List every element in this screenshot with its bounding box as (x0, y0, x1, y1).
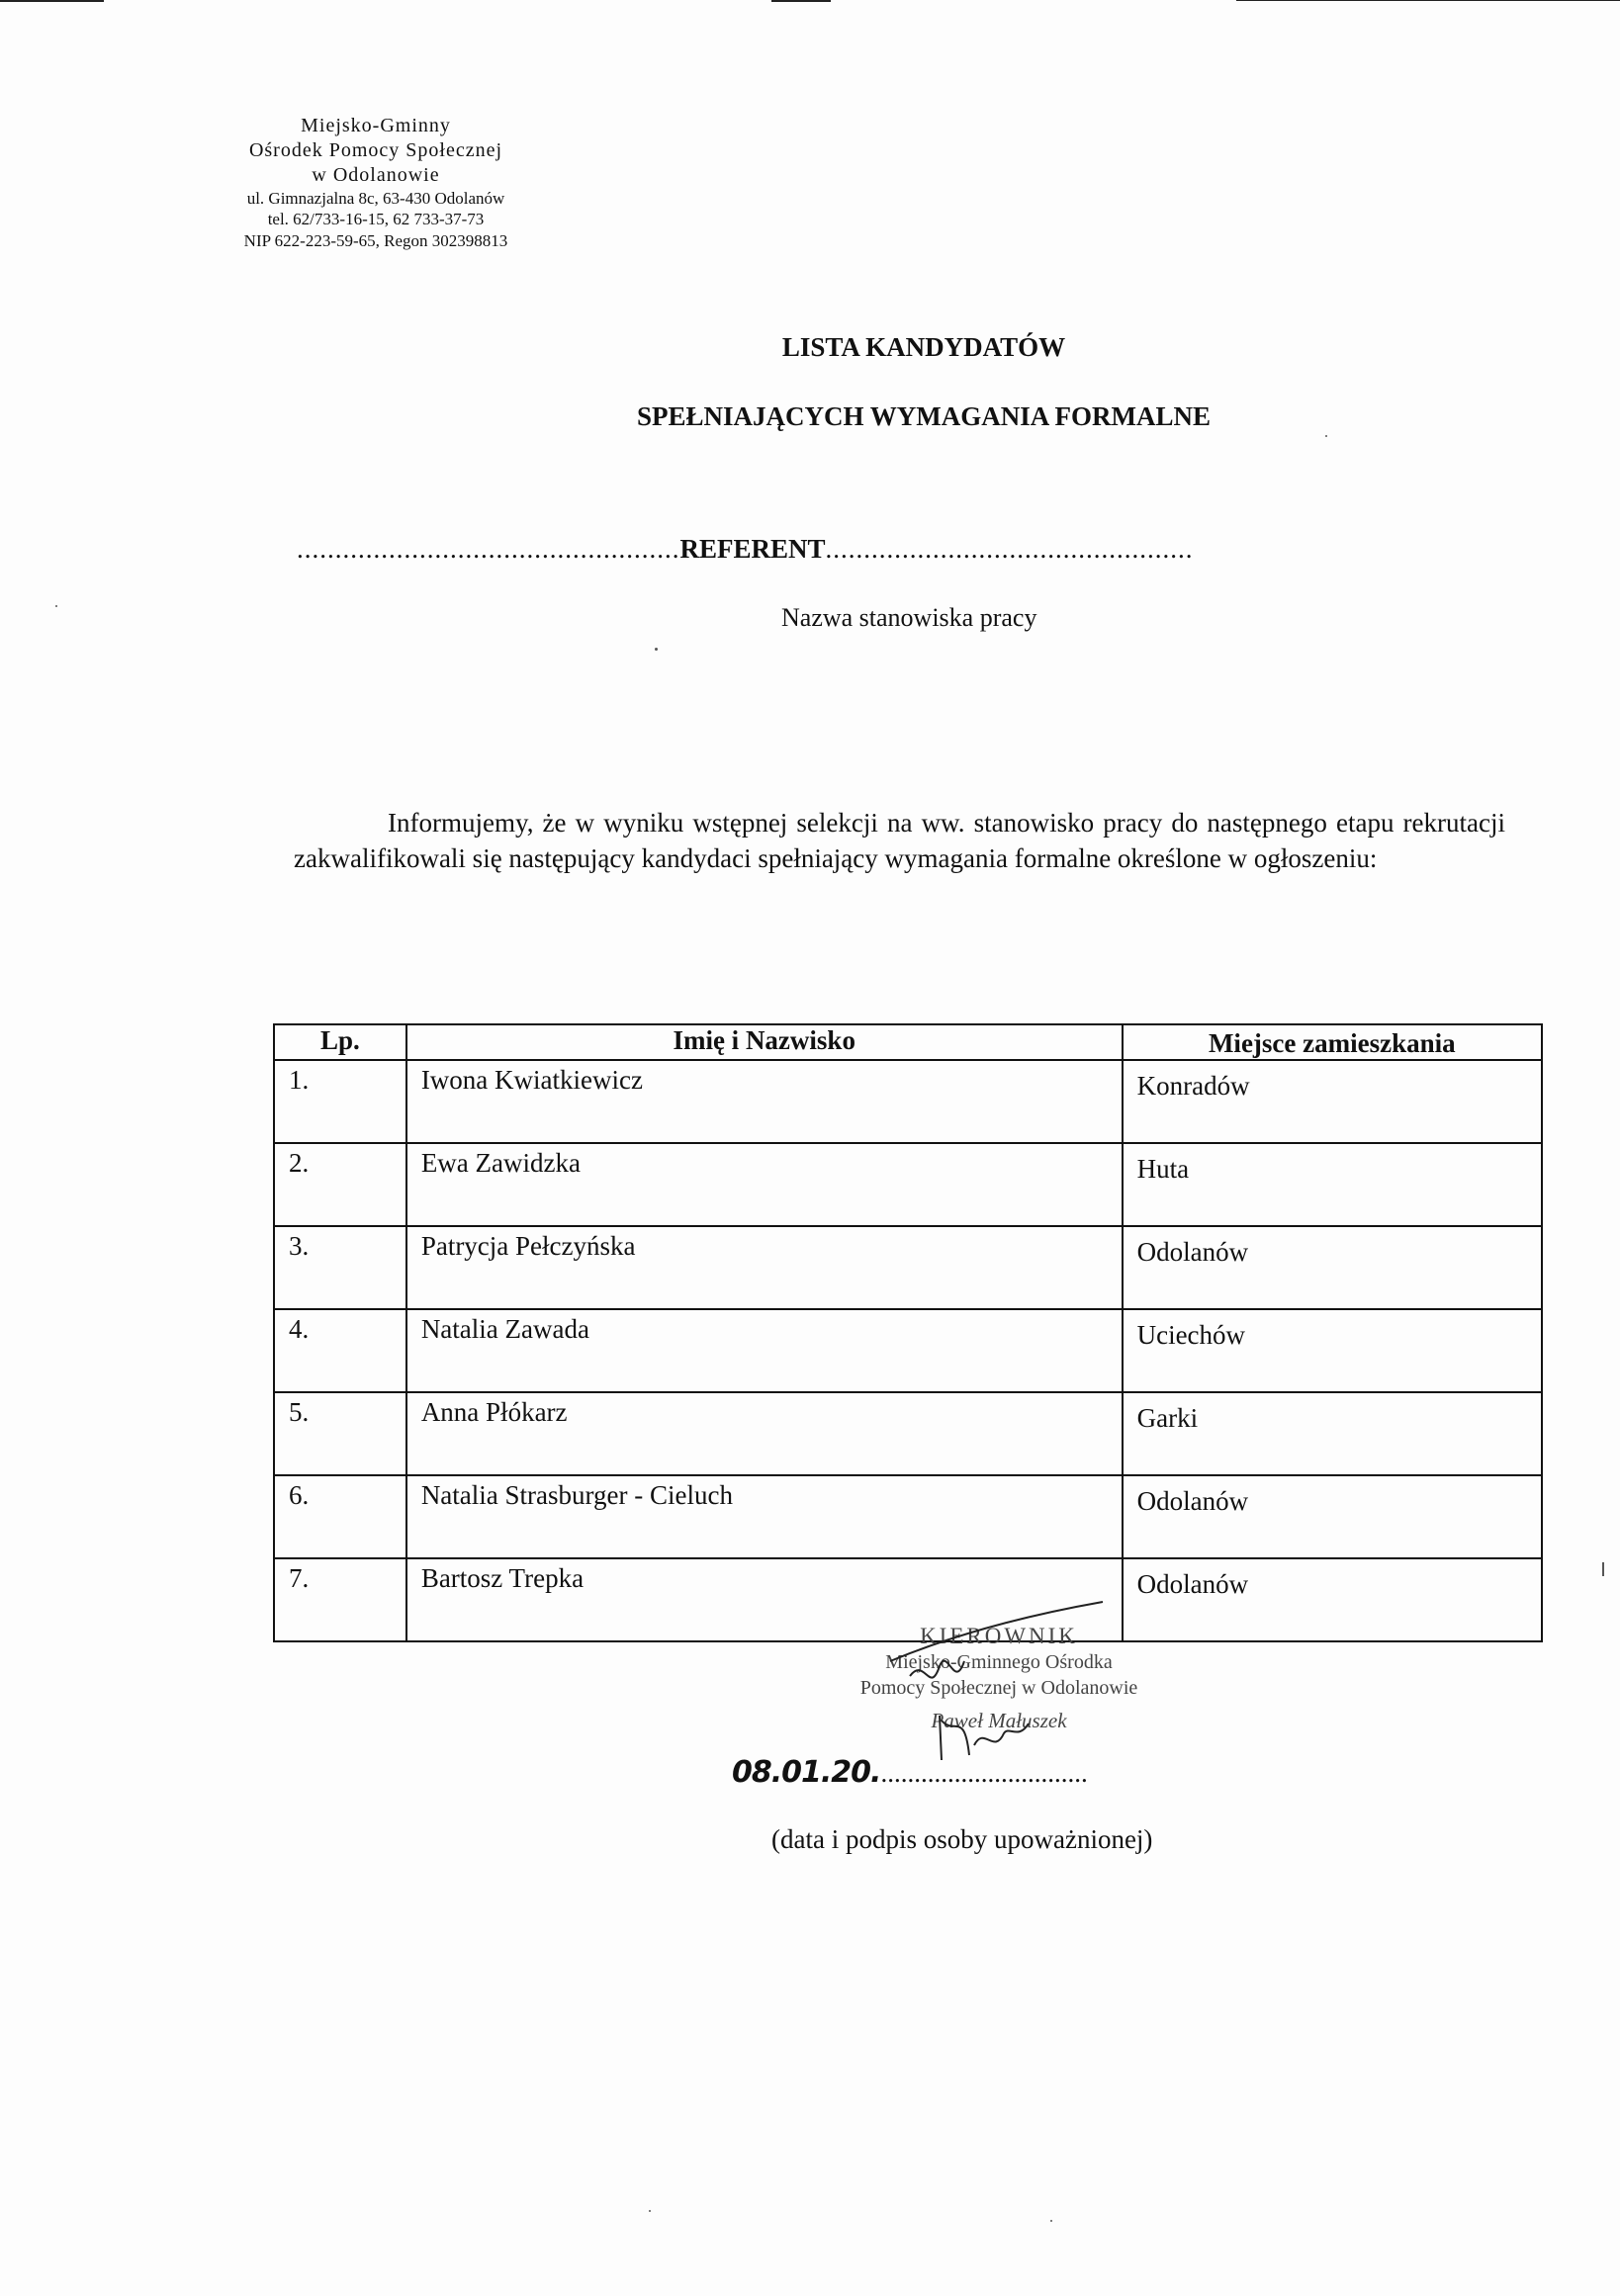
signature-caption: (data i podpis osoby upoważnionej) (771, 1824, 1153, 1854)
cell-name: Patrycja Pełczyńska (406, 1226, 1123, 1309)
column-header-place: Miejsce zamieszkania (1123, 1024, 1542, 1060)
header-line: w Odolanowie (312, 164, 440, 186)
cell-name: Anna Płókarz (406, 1392, 1123, 1475)
scan-speck (655, 648, 658, 651)
header-phone: tel. 62/733-16-15, 62 733-37-73 (267, 210, 485, 229)
table-row (274, 1309, 1542, 1392)
column-header-lp: Lp. (274, 1024, 406, 1060)
cell-name: Iwona Kwiatkiewicz (406, 1060, 1123, 1143)
column-header-name: Imię i Nazwisko (406, 1024, 1123, 1060)
header-address: ul. Gimnazjalna 8c, 63-430 Odolanów (246, 189, 505, 208)
position-line (297, 534, 1424, 565)
position-name: REFERENT (679, 534, 826, 564)
document-subtitle: SPEŁNIAJĄCYCH WYMAGANIA FORMALNE (636, 401, 1212, 431)
table-row (274, 1226, 1542, 1309)
header-line: Ośrodek Pomocy Społecznej (248, 139, 503, 161)
date-signature-line (732, 1755, 1088, 1790)
cell-place: Huta (1123, 1143, 1542, 1226)
scan-speck (649, 2210, 651, 2212)
cell-place: Konradów (1123, 1060, 1542, 1143)
scan-speck (1325, 435, 1327, 437)
dotted-fill: ................................................ (825, 534, 1194, 564)
scan-edge-mark (771, 0, 831, 2)
dotted-fill: ............................... (880, 1758, 1088, 1788)
scan-speck (1602, 1562, 1604, 1576)
header-line: Miejsko-Gminny (301, 115, 451, 136)
table-row (274, 1060, 1542, 1143)
handwritten-date: 08.01.20. (732, 1755, 881, 1790)
cell-lp: 1. (274, 1060, 406, 1143)
cell-name: Ewa Zawidzka (406, 1143, 1123, 1226)
table-row (274, 1392, 1542, 1475)
cell-place: Odolanów (1123, 1475, 1542, 1558)
document-title: LISTA KANDYDATÓW (781, 332, 1066, 362)
scan-speck (55, 605, 57, 607)
cell-name: Natalia Strasburger - Cieluch (406, 1475, 1123, 1558)
cell-lp: 3. (274, 1226, 406, 1309)
cell-lp: 4. (274, 1309, 406, 1392)
scan-edge-mark (1236, 0, 1620, 1)
scan-speck (1050, 2220, 1052, 2222)
table-row (274, 1475, 1542, 1558)
stamp-title: KIEROWNIK (920, 1624, 1078, 1648)
cell-place: Garki (1123, 1392, 1542, 1475)
stamp-line: Miejsko-Gminnego Ośrodka (885, 1651, 1113, 1674)
cell-lp: 6. (274, 1475, 406, 1558)
cell-lp: 5. (274, 1392, 406, 1475)
cell-lp: 2. (274, 1143, 406, 1226)
stamp-line: Pomocy Społecznej w Odolanowie (859, 1677, 1138, 1700)
scan-edge-mark (0, 0, 104, 2)
dotted-fill: .................................................. (297, 534, 680, 564)
cell-place: Odolanów (1123, 1226, 1542, 1309)
table-header-row (274, 1024, 1542, 1060)
cell-name: Bartosz Trepka (406, 1558, 1123, 1641)
cell-name: Natalia Zawada (406, 1309, 1123, 1392)
position-caption: Nazwa stanowiska pracy (781, 603, 1037, 632)
institution-header-stamp (193, 114, 559, 251)
candidates-table (273, 1023, 1543, 1642)
intro-text: Informujemy, że w wyniku wstępnej selekcji na ww. stanowisko pracy do następnego etapu rekrutacji zakwalifikowali się następujący kandydaci spełniający wymagania formalne określone w ogłoszeniu: (294, 808, 1505, 873)
table-row (274, 1143, 1542, 1226)
cell-place: Uciechów (1123, 1309, 1542, 1392)
intro-paragraph (294, 806, 1505, 876)
cell-place: Odolanów (1123, 1558, 1542, 1641)
header-tax-ids: NIP 622-223-59-65, Regon 302398813 (243, 230, 508, 250)
stamp-name: Paweł Małuszek (931, 1708, 1067, 1732)
cell-lp: 7. (274, 1558, 406, 1641)
